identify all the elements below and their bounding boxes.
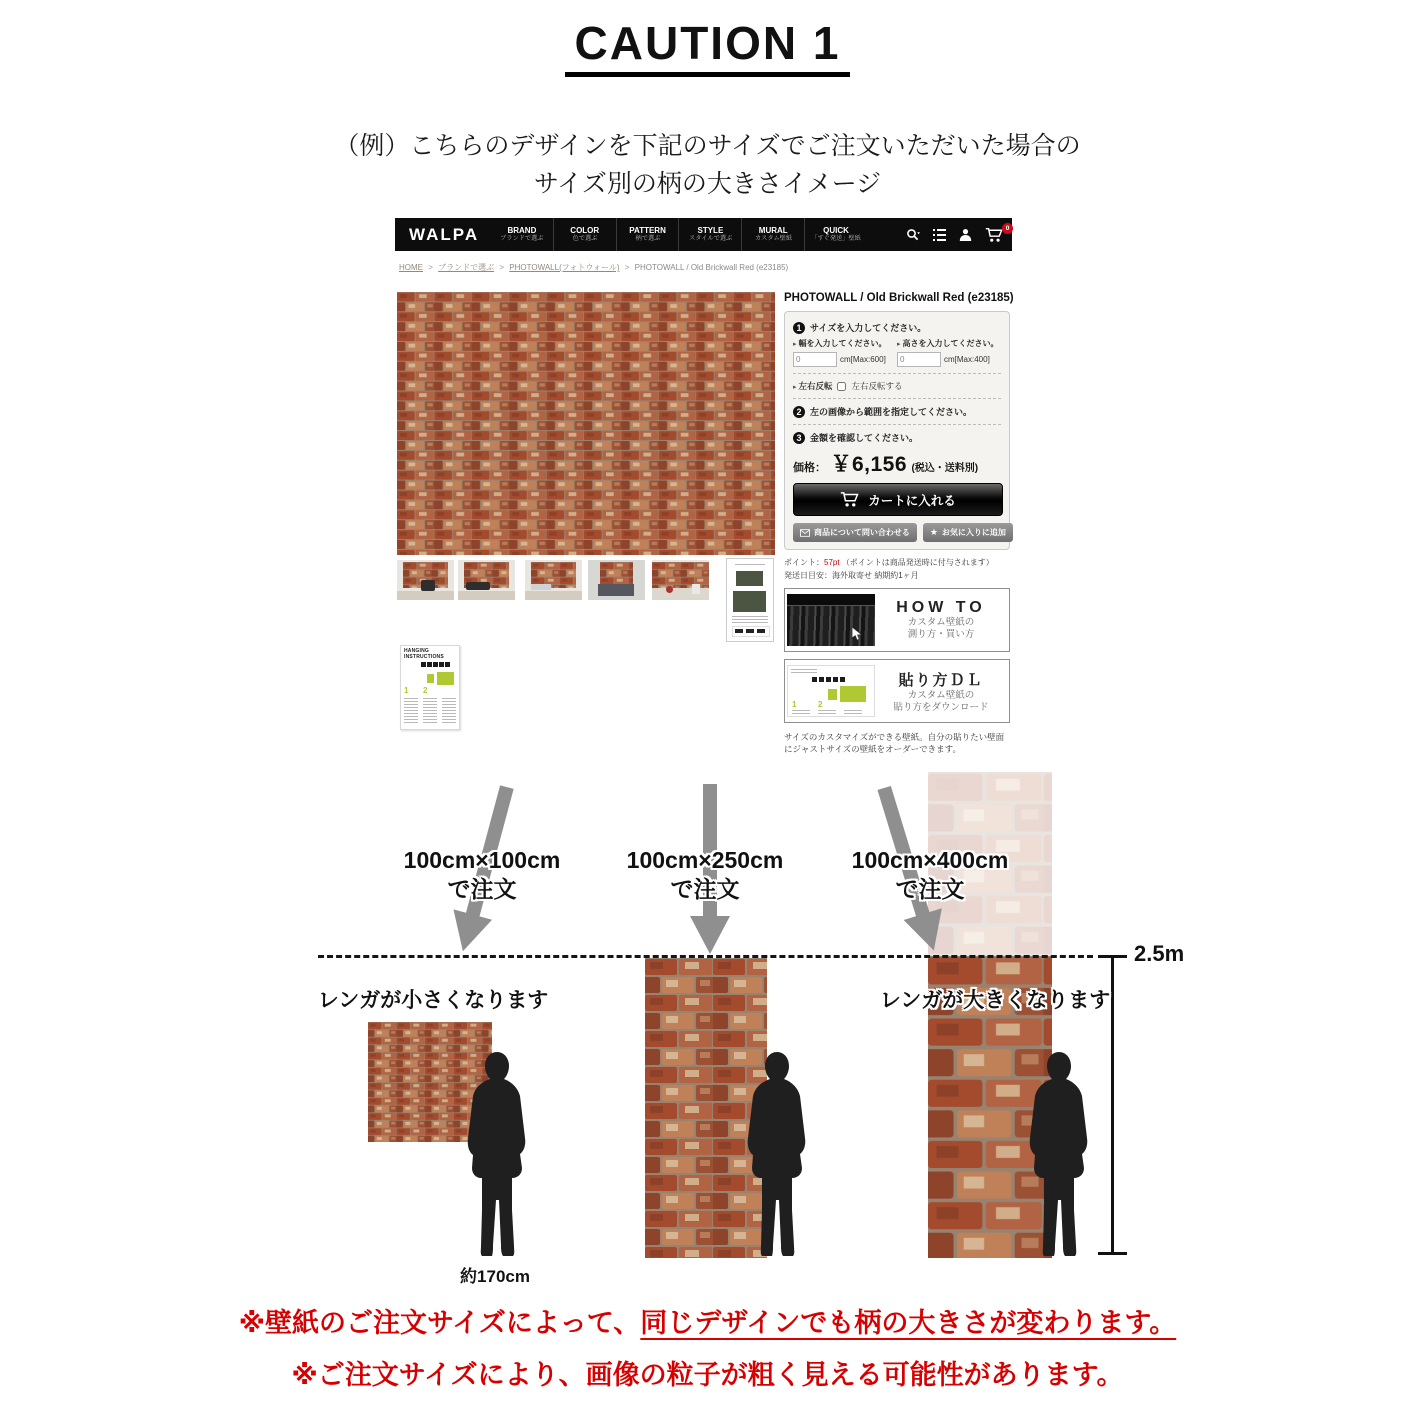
page-title-wrap [0, 16, 1415, 77]
hanging-instructions-doc[interactable]: HANGING INSTRUCTIONS 1 2 [400, 645, 460, 730]
note-bricks-larger: レンガが大きくなります [879, 989, 1111, 1012]
breadcrumb-home[interactable]: HOME [399, 263, 423, 272]
thumbnail-instructions[interactable] [726, 558, 774, 642]
width-input[interactable] [793, 352, 837, 367]
step-1-label: サイズを入力してください。 [810, 323, 927, 333]
person-silhouette-3 [1022, 1050, 1092, 1262]
intro-line-2: サイズ別の柄の大きさイメージ [533, 170, 882, 198]
cart-icon[interactable] [985, 224, 1010, 243]
step-3-label: 金額を確認してください。 [810, 433, 919, 443]
main-nav [491, 218, 867, 251]
cart-button-icon [840, 491, 860, 508]
thumbnail-room-5[interactable] [652, 560, 709, 600]
person-height-label: 約170cm [460, 1267, 530, 1286]
product-panel [784, 292, 1014, 756]
shipping-line: 発送日目安：海外取寄せ 納期約1ヶ月 [784, 571, 919, 580]
thumbnail-room-3[interactable] [525, 560, 582, 600]
nav-item-color[interactable]: COLOR 色で選ぶ [553, 218, 616, 251]
website-screenshot [395, 218, 1012, 770]
user-icon[interactable] [959, 228, 972, 241]
step-2-label: 左の画像から範囲を指定してください。 [810, 407, 973, 417]
width-unit: cm[Max:600] [840, 355, 886, 364]
download-banner-image: 1 2 [787, 665, 875, 717]
star-icon: ★ [929, 527, 938, 537]
mouse-pointer-icon [852, 627, 863, 640]
step-1-number: 1 [793, 322, 805, 334]
warning-line-1: ※壁紙のご注文サイズによって、同じデザインでも柄の大きさが変わります。 [238, 1308, 1177, 1338]
nav-item-mural[interactable]: MURAL カスタム壁紙 [741, 218, 804, 251]
header-icons [906, 218, 1010, 251]
howto-banner-image [787, 594, 875, 646]
nav-item-pattern[interactable]: PATTERN 柄で選ぶ [616, 218, 679, 251]
points-line: ポイント：57pt （ポイントは商品発送時に付与されます） [784, 558, 994, 567]
inquiry-button[interactable]: 商品について問い合わせる [793, 523, 917, 542]
page-title: CAUTION 1 [565, 16, 851, 77]
nav-item-style[interactable]: STYLE スタイルで選ぶ [678, 218, 741, 251]
warning-line-1-underlined: 同じデザインでも柄の大きさが変わります。 [640, 1308, 1177, 1338]
nav-item-quick[interactable]: QUICK 「すぐ発送」壁紙 [804, 218, 867, 251]
flip-checkbox-label: 左右反転する [851, 381, 903, 391]
width-label: ▸ 幅を入力してください。 [793, 338, 897, 349]
search-icon[interactable] [906, 228, 920, 242]
favorite-button[interactable]: ★ お気に入りに追加 [923, 523, 1013, 542]
mail-icon [800, 529, 810, 537]
order-size-label-3: 100cm×400cm で注文 [851, 847, 1009, 902]
price-value: ￥6,156 [830, 453, 908, 476]
points-value: 57pt [824, 558, 840, 567]
order-size-label-1: 100cm×100cm で注文 [403, 847, 561, 902]
product-main-image[interactable] [397, 292, 775, 555]
thumbnail-room-1[interactable] [397, 560, 454, 600]
howto-title: HOW TO [896, 599, 986, 616]
site-header [395, 218, 1012, 251]
list-icon[interactable] [933, 229, 946, 241]
breadcrumb: HOME > ブランドで選ぶ > PHOTOWALL(フォトウォール) > PHOTOWALL / Old Brickwall Red (e23185) [399, 263, 789, 272]
price-note: (税込・送料別) [911, 463, 979, 474]
warning-line-2: ※ご注文サイズにより、画像の粒子が粗く見える可能性があります。 [291, 1360, 1124, 1390]
add-to-cart-button[interactable]: カートに入れる [793, 483, 1003, 516]
height-label: ▸ 高さを入力してください。 [897, 338, 1001, 349]
person-silhouette-2 [740, 1050, 810, 1262]
order-size-label-2: 100cm×250cm で注文 [626, 847, 784, 902]
height-input[interactable] [897, 352, 941, 367]
nav-item-brand[interactable]: BRAND ブランドで選ぶ [500, 226, 544, 242]
download-title: 貼り方ＤＬ [898, 671, 984, 689]
height-marker-label: 2.5m [1134, 941, 1185, 966]
howto-banner[interactable]: HOW TO カスタム壁紙の 測り方・買い方 [784, 588, 1010, 652]
breadcrumb-current: PHOTOWALL / Old Brickwall Red (e23185) [634, 263, 789, 272]
step-2-number: 2 [793, 406, 805, 418]
person-silhouette-1 [460, 1050, 530, 1262]
download-banner[interactable]: 1 2 貼り方ＤＬ カスタム壁紙の 貼り方をダウンロード [784, 659, 1010, 723]
site-logo[interactable]: WALPA [409, 225, 480, 244]
note-bricks-smaller: レンガが小さくなります [317, 989, 549, 1012]
product-description: サイズのカスタマイズができる壁紙。自分の貼りたい壁面にジャストサイズの壁紙をオーダーできます。 [784, 732, 1005, 755]
breadcrumb-brand[interactable]: ブランドで選ぶ [438, 263, 495, 272]
height-measure-cap-bottom [1098, 1252, 1127, 1255]
order-form [784, 311, 1010, 550]
product-title: PHOTOWALL / Old Brickwall Red (e23185) [784, 292, 1014, 304]
flip-checkbox[interactable] [837, 382, 846, 391]
intro-line-1: （例）こちらのデザインを下記のサイズでご注文いただいた場合の [334, 132, 1081, 160]
step-3-number: 3 [793, 432, 805, 444]
price-label: 価格： [793, 462, 826, 474]
breadcrumb-photowall[interactable]: PHOTOWALL(フォトウォール) [509, 263, 620, 272]
cart-count-badge: 0 [1002, 223, 1013, 234]
price-row [793, 448, 1001, 478]
flip-label: ▸ 左右反転 [793, 380, 832, 392]
thumbnail-room-2[interactable] [458, 560, 515, 600]
thumbnail-room-4[interactable] [588, 560, 645, 600]
height-unit: cm[Max:400] [944, 355, 990, 364]
height-measure-cap-top [1098, 955, 1127, 958]
